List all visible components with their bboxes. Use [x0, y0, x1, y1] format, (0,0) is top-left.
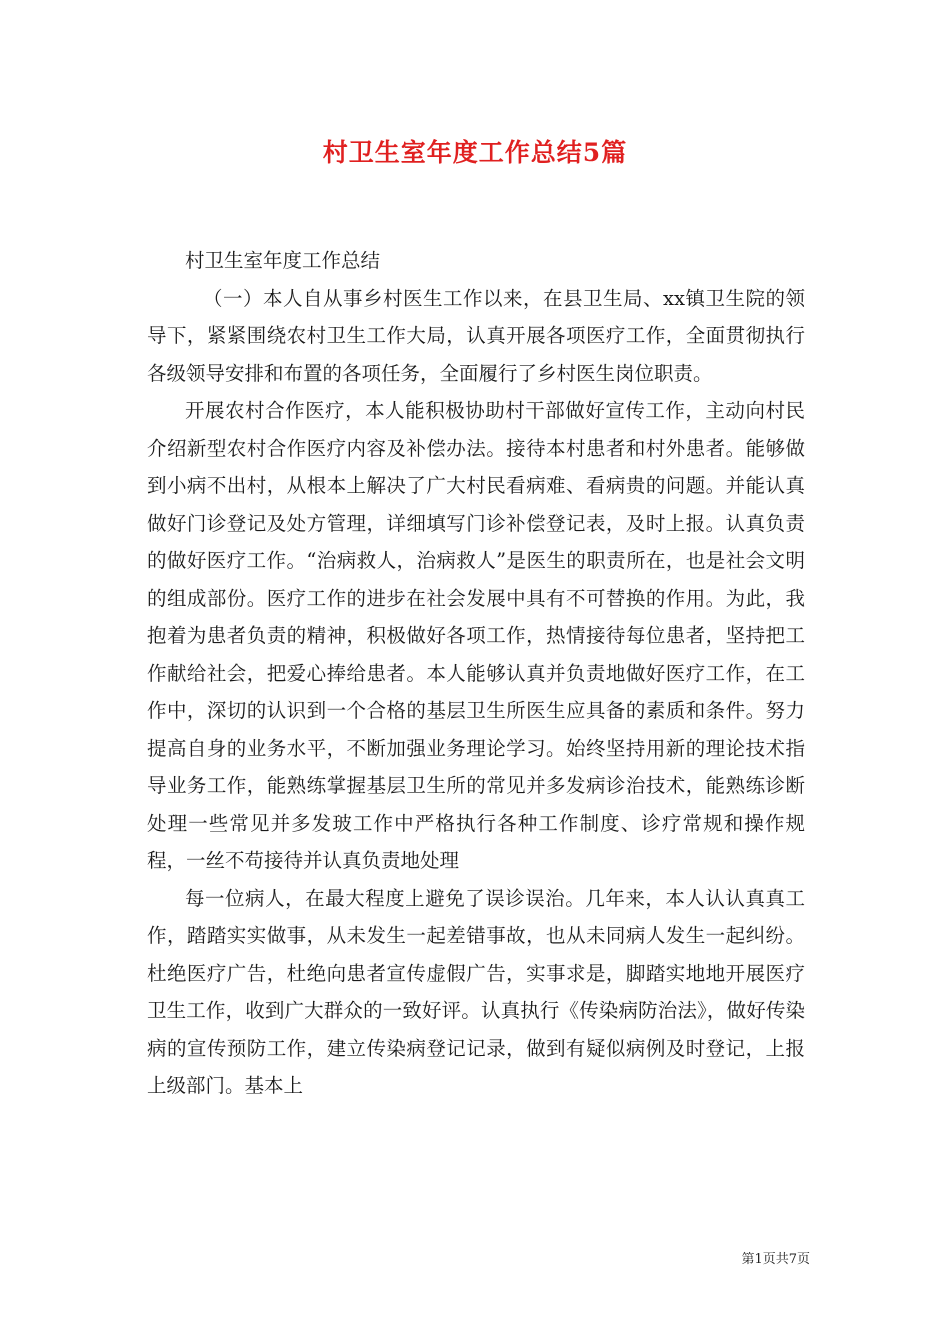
document-title: 村卫生室年度工作总结5篇 [322, 138, 628, 167]
page-number: 第1页共7页 [741, 1252, 810, 1267]
section-heading: 村卫生室年度工作总结 [185, 249, 381, 272]
document-body [147, 242, 805, 1105]
paragraph-1: （一）本人自从事乡村医生工作以来，在县卫生局、xx镇卫生院的领导下，紧紧围绕农村卫生工作大局，认真开展各项医疗工作，全面贯彻执行各级领导安排和布置的各项任务，全面履行了乡村医生岗位职责。 [147, 286, 805, 385]
paragraph-2: 开展农村合作医疗，本人能积极协助村干部做好宣传工作，主动向村民介绍新型农村合作医疗内容及补偿办法。接待本村患者和村外患者。能够做到小病不出村，从根本上解决了广大村民看病难、看病贵的问题。并能认真做好门诊登记及处方管理，详细填写门诊补偿登记表，及时上报。认真负责的做好医疗工作。“治病救人，治病救人”是医生的职责所在，也是社会文明的组成部份。医疗工作的进步在社会发展中具有不可替换的作用。为此，我抱着为患者负责的精神，积极做好各项工作，热情接待每位患者，坚持把工作献给社会，把爱心捧给患者。本人能够认真并负责地做好医疗工作，在工作中，深切的认识到一个合格的基层卫生所医生应具备的素质和条件。努力提高自身的业务水平，不断加强业务理论学习。始终坚持用新的理论技术指导业务工作，能熟练掌握基层卫生所的常见并多发病诊治技术，能熟练诊断处理一些常见并多发玻工作中严格执行各种工作制度、诊疗常规和操作规程，一丝不苟接待并认真负责地处理 [147, 399, 805, 872]
paragraph-3: 每一位病人，在最大程度上避免了误诊误治。几年来，本人认认真真工作，踏踏实实做事，从未发生一起差错事故，也从未同病人发生一起纠纷。杜绝医疗广告，杜绝向患者宣传虚假广告，实事求是，脚踏实地地开展医疗卫生工作，收到广大群众的一致好评。认真执行《传染病防治法》，做好传染病的宣传预防工作，建立传染病登记记录，做到有疑似病例及时登记，上报上级部门。基本上 [147, 886, 805, 1097]
